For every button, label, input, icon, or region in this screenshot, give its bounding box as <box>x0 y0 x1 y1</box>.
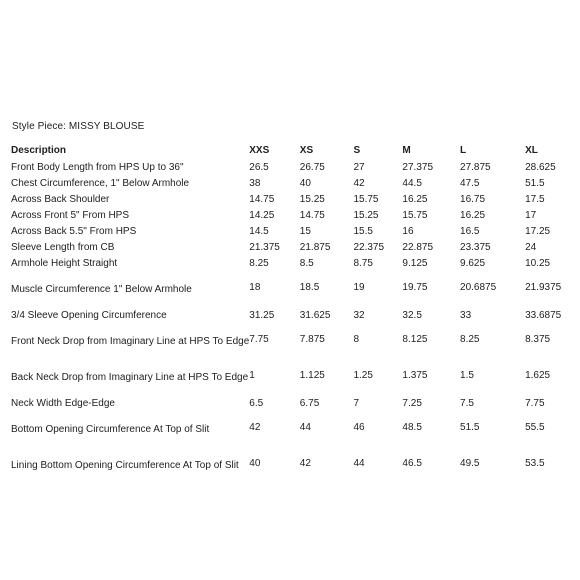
value-m: 16 <box>402 225 414 237</box>
value-l: 8.25 <box>460 333 480 345</box>
value-l: 16.5 <box>460 225 480 237</box>
table-row <box>11 307 580 323</box>
value-xs: 26.75 <box>299 161 325 173</box>
value-xxs: 42 <box>249 421 261 433</box>
table-row <box>11 395 580 411</box>
table-row <box>11 239 580 255</box>
value-l: 49.5 <box>460 457 480 469</box>
value-s: 44 <box>353 457 365 469</box>
value-m: 44.5 <box>402 177 422 189</box>
value-xxs: 7.75 <box>249 333 269 345</box>
value-s: 22.375 <box>353 241 385 253</box>
header-size-xxs: XXS <box>249 144 270 156</box>
row-description: Front Neck Drop from Imaginary Line at HPS To Edge <box>11 335 250 347</box>
value-xxs: 1 <box>249 369 255 381</box>
value-xxs: 38 <box>249 177 261 189</box>
value-s: 42 <box>353 177 365 189</box>
value-xl: 21.9375 <box>525 281 562 293</box>
value-xs: 1.125 <box>299 369 325 381</box>
value-xxs: 31.25 <box>249 309 275 321</box>
table-header-row <box>11 141 580 159</box>
row-description: Armhole Height Straight <box>11 257 118 269</box>
value-s: 32 <box>353 309 365 321</box>
table-row <box>11 159 580 175</box>
value-xs: 40 <box>299 177 311 189</box>
header-size-s: S <box>353 144 361 156</box>
header-description: Description <box>11 144 67 156</box>
value-xs: 21.875 <box>299 241 331 253</box>
value-m: 27.375 <box>402 161 434 173</box>
value-xl: 28.625 <box>525 161 556 173</box>
value-xxs: 40 <box>249 457 261 469</box>
header-size-m: M <box>402 144 411 156</box>
row-description: Chest Circumference, 1" Below Armhole <box>11 177 190 189</box>
value-l: 1.5 <box>460 369 474 381</box>
row-description: Lining Bottom Opening Circumference At Top of Slit <box>11 459 239 471</box>
value-m: 16.25 <box>402 193 428 205</box>
value-xl: 17.5 <box>525 193 545 205</box>
header-size-l: L <box>460 144 467 156</box>
value-l: 51.5 <box>460 421 480 433</box>
value-l: 33 <box>460 309 472 321</box>
table-row <box>11 271 580 307</box>
value-xs: 44 <box>299 421 311 433</box>
value-s: 8 <box>353 333 360 345</box>
value-m: 19.75 <box>402 281 428 293</box>
value-m: 1.375 <box>402 369 428 381</box>
value-l: 20.6875 <box>460 281 497 293</box>
value-xxs: 6.5 <box>249 397 264 409</box>
value-l: 27.875 <box>460 161 491 173</box>
value-xl: 10.25 <box>525 257 551 269</box>
table-row <box>11 191 580 207</box>
value-l: 23.375 <box>460 241 491 253</box>
row-description: Back Neck Drop from Imaginary Line at HPS To Edge <box>11 371 249 383</box>
value-xl: 55.5 <box>525 421 545 433</box>
value-xxs: 14.75 <box>249 193 275 205</box>
value-m: 9.125 <box>402 257 428 269</box>
table-row <box>11 411 580 447</box>
row-description: Across Back 5.5" From HPS <box>11 225 137 237</box>
value-m: 8.125 <box>402 333 428 345</box>
value-xxs: 14.5 <box>249 225 269 237</box>
header-size-xl: XL <box>525 144 538 156</box>
table-row <box>11 207 580 223</box>
value-l: 9.625 <box>460 257 486 269</box>
value-xxs: 14.25 <box>249 209 275 221</box>
value-m: 32.5 <box>402 309 422 321</box>
value-l: 7.5 <box>460 397 474 409</box>
value-xxs: 18 <box>249 281 261 293</box>
value-s: 27 <box>353 161 365 173</box>
row-description: Across Front 5" From HPS <box>11 209 130 221</box>
value-m: 46.5 <box>402 457 422 469</box>
value-xxs: 8.25 <box>249 257 269 269</box>
row-description: 3/4 Sleeve Opening Circumference <box>11 309 167 321</box>
value-m: 22.875 <box>402 241 434 253</box>
value-s: 15.75 <box>353 193 379 205</box>
value-xs: 14.75 <box>299 209 325 221</box>
size-spec-table <box>11 141 580 483</box>
row-description: Neck Width Edge-Edge <box>11 397 115 409</box>
style-piece-label: Style Piece: MISSY BLOUSE <box>12 121 145 132</box>
value-l: 16.75 <box>460 193 486 205</box>
value-xs: 42 <box>299 457 311 469</box>
value-l: 16.25 <box>460 209 486 221</box>
value-s: 15.25 <box>353 209 379 221</box>
table-row <box>11 323 580 359</box>
value-s: 19 <box>353 281 365 293</box>
value-xs: 18.5 <box>299 281 320 293</box>
value-xl: 8.375 <box>525 333 551 345</box>
value-l: 47.5 <box>460 177 480 189</box>
value-s: 8.75 <box>353 257 373 269</box>
value-xs: 7.875 <box>299 333 325 345</box>
row-description: Across Back Shoulder <box>11 193 110 205</box>
value-xl: 17.25 <box>525 225 551 237</box>
value-m: 15.75 <box>402 209 428 221</box>
table-row <box>11 447 580 483</box>
value-s: 1.25 <box>353 369 373 381</box>
row-description: Bottom Opening Circumference At Top of Slit <box>11 423 210 435</box>
row-description: Muscle Circumference 1" Below Armhole <box>11 283 192 295</box>
value-xl: 53.5 <box>525 457 545 469</box>
value-xs: 6.75 <box>299 397 320 409</box>
value-m: 7.25 <box>402 397 422 409</box>
table-row <box>11 175 580 191</box>
value-xl: 17 <box>525 209 537 221</box>
value-xl: 51.5 <box>525 177 545 189</box>
table-body <box>11 159 580 483</box>
value-xs: 8.5 <box>299 257 314 269</box>
row-description: Front Body Length from HPS Up to 36" <box>11 161 184 173</box>
value-xs: 15.25 <box>299 193 325 205</box>
value-xs: 31.625 <box>299 309 331 321</box>
row-description: Sleeve Length from CB <box>11 241 115 253</box>
value-xxs: 26.5 <box>249 161 269 173</box>
value-m: 48.5 <box>402 421 422 433</box>
value-s: 7 <box>353 397 360 409</box>
table-row <box>11 255 580 271</box>
value-xs: 15 <box>299 225 311 237</box>
value-xl: 24 <box>525 241 537 253</box>
value-xl: 1.625 <box>525 369 551 381</box>
value-xl: 33.6875 <box>525 309 562 321</box>
value-xxs: 21.375 <box>249 241 280 253</box>
value-s: 46 <box>353 421 365 433</box>
value-xl: 7.75 <box>525 397 545 409</box>
value-s: 15.5 <box>353 225 373 237</box>
table-row <box>11 223 580 239</box>
table-row <box>11 359 580 395</box>
header-size-xs: XS <box>299 144 314 156</box>
